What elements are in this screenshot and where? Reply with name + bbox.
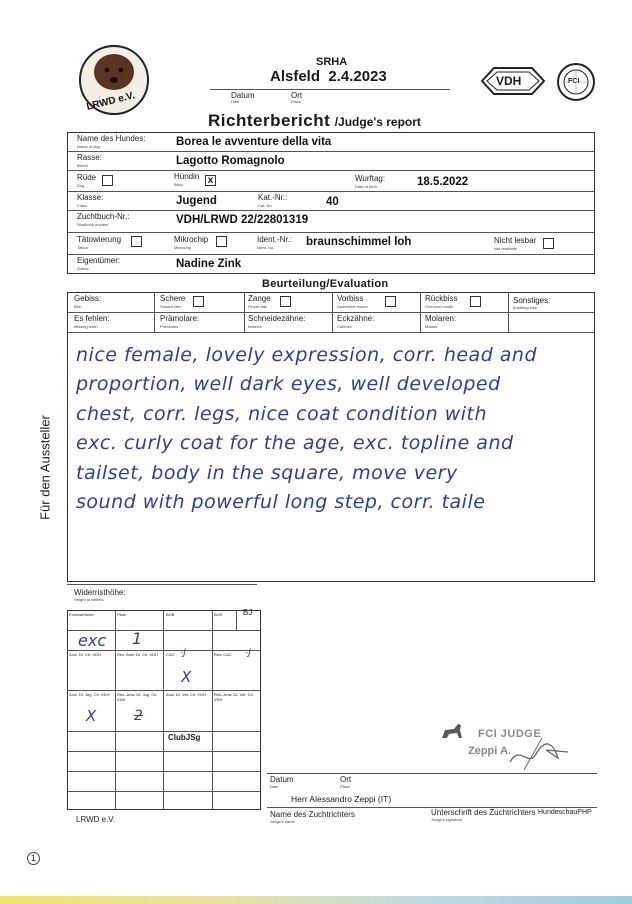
page-number: 1 [30, 853, 36, 863]
female-sub: Bitch [174, 182, 183, 187]
bos-header: BOS [214, 612, 223, 617]
bite-label: Gebiss: [74, 294, 102, 303]
grade-header: Formwertnote [69, 612, 94, 617]
evaluation-text-line: nice female, lovely expression, corr. head and [76, 344, 538, 366]
overshot-sub: Undershot mouth [337, 304, 368, 309]
judge-stamp-line2: Zeppi A. [468, 745, 511, 757]
datum-sub: Date [231, 99, 240, 104]
ident-number: braunschimmel loh [306, 236, 412, 248]
female-checkbox[interactable]: x [205, 175, 216, 186]
cat-number: 40 [326, 196, 339, 208]
judge-name-label: Name des Zuchtrichters [270, 810, 355, 819]
judge-stamp-dog-icon [440, 722, 464, 740]
page-number-circle [27, 852, 40, 865]
studbook-sub: Studbook number [77, 222, 109, 227]
res-jug-header: Res.-Anw. Dt. Jug. Ch. VDH [117, 692, 158, 702]
whelp-date: 18.5.2022 [417, 176, 469, 188]
tattoo-label: Tätowierung [77, 235, 122, 244]
pincer-label: Zange [248, 294, 271, 303]
owner-sub: Owner [77, 266, 89, 271]
height-sub: Height at withers [74, 597, 104, 602]
evaluation-text-line: exc. curly coat for the age, exc. topline and [76, 432, 514, 454]
class: Jugend [176, 195, 217, 207]
scissor-sub: Scissor bite [160, 304, 181, 309]
club-logo-text: LRWD e.V. [85, 90, 137, 113]
chip-sub: Microchip [174, 245, 192, 250]
premolars-label: Prämolare: [160, 314, 200, 323]
pincer-sub: Pincer bite [248, 304, 267, 309]
canines-label: Eckzähne: [337, 314, 375, 323]
cat-sub: Cat. No. [258, 203, 273, 208]
res-jug-mark: 2 [134, 708, 143, 724]
anw-jug-header: Anw. Dt. Jug. Ch. VDH [69, 692, 110, 697]
studbook-label: Zuchtbuch-Nr.: [77, 212, 130, 221]
show-location-date: Alsfeld 2.4.2023 [270, 68, 387, 85]
res-cac-header: Res. CAC [214, 652, 232, 657]
evaluation-text-line: proportion, well dark eyes, well developed [76, 373, 501, 395]
ort-sub: Place [291, 99, 302, 104]
other-sub: Anything else [513, 305, 538, 310]
place-header: Platz [117, 612, 126, 617]
other-label: Sonstiges: [513, 296, 551, 305]
anw-dt-header: Anw. Dt. Ch. VDH [69, 652, 101, 657]
overshot-checkbox[interactable] [385, 296, 396, 307]
undershot-label: Rückbiss [425, 294, 458, 303]
dog-name-sub: Name of dog [77, 144, 100, 149]
undershot-checkbox[interactable] [470, 296, 481, 307]
res-anw-header: Res. Anw. Dt. Ch. VDH [117, 652, 158, 657]
sig-sub: Judge's signature [431, 817, 463, 822]
org-name: SRHA [316, 56, 348, 68]
judge-name-sub: Judge's name [270, 819, 295, 824]
dog-name-label: Name des Hundes: [77, 134, 146, 143]
molars-sub: Molars [425, 324, 438, 329]
res-cac-mark: -J [245, 648, 251, 658]
judge-stamp-line1: FCI JUDGE [478, 728, 542, 740]
whelp-sub: Date of birth [355, 184, 377, 189]
whelp-label: Wurftag: [355, 174, 386, 183]
evaluation-text-line: chest, corr. legs, nice coat condition with [76, 403, 488, 425]
tattoo-checkbox[interactable] [131, 236, 142, 247]
incisors-label: Schneidezähne: [248, 314, 306, 323]
bj-header: BJ [243, 608, 253, 617]
report-title-en: /Judge's report [334, 115, 421, 129]
evaluation-text-line: sound with powerful long step, corr. taile [76, 491, 486, 513]
breed-sub: Breed [77, 163, 88, 168]
chip-label: Mikrochip [174, 235, 209, 244]
datum-label: Datum [231, 91, 255, 100]
cac-mark: -J [180, 648, 186, 658]
height-label: Widerristhöhe: [74, 588, 126, 597]
cac-header: CAC [166, 652, 175, 657]
missing-sub: Missing teeth [74, 324, 98, 329]
class-label: Klasse: [77, 193, 104, 202]
bob-header: BOB [166, 612, 175, 617]
sig-datum-sub: Date [270, 784, 279, 789]
undershot-sub: Overshot mouth [425, 304, 454, 309]
tattoo-sub: Tattoo [77, 245, 88, 250]
pincer-checkbox[interactable] [280, 296, 291, 307]
dog-name: Borea le avventure della vita [176, 136, 332, 148]
female-label: Hündin [174, 172, 200, 181]
grade-value: exc [78, 631, 107, 650]
molars-label: Molaren: [425, 314, 457, 323]
missing-label: Es fehlen: [74, 314, 110, 323]
chip-checkbox[interactable] [216, 236, 227, 247]
judge-name: Herr Alessandro Zeppi (IT) [291, 794, 392, 804]
scissor-label: Schere [160, 294, 186, 303]
vdh-logo-text: VDH [496, 74, 522, 88]
bite-sub: Bite [74, 304, 81, 309]
premolars-sub: Premolars [160, 324, 179, 329]
male-sub: Dog [77, 183, 85, 188]
club-footer: LRWD e.V. [76, 815, 116, 824]
bottom-stripe [0, 896, 632, 904]
breed-label: Rasse: [77, 153, 102, 162]
place-value: 1 [132, 629, 143, 648]
unreadable-checkbox[interactable] [543, 238, 554, 249]
ident-label: Ident.-Nr.: [257, 235, 293, 244]
owner-label: Eigentümer: [77, 256, 121, 265]
male-label: Rüde [77, 173, 97, 182]
overshot-label: Vorbiss [337, 294, 364, 303]
judge-signature [506, 732, 574, 772]
scissor-checkbox[interactable] [193, 296, 204, 307]
sig-ort-label: Ort [340, 775, 352, 784]
club-title: ClubJSg [168, 733, 201, 742]
class-sub: Class [77, 203, 88, 208]
incisors-sub: Incisors [248, 324, 262, 329]
unreadable-label: Nicht lesbar [494, 236, 537, 245]
fci-logo-text: FCI [568, 78, 580, 85]
sig-datum-label: Datum [270, 775, 294, 784]
cat-label: Kat.-Nr.: [258, 193, 288, 202]
report-title-de: Richterbericht [208, 111, 331, 130]
ort-label: Ort [291, 91, 303, 100]
ident-sub: Ident. No. [257, 245, 275, 250]
anw-vet-header: Anw. Dt. Vet. Ch. VDH [166, 692, 206, 697]
studbook-number: VDH/LRWD 22/22801319 [176, 214, 309, 226]
evaluation-text-line: tailset, body in the square, move very [76, 462, 458, 484]
cac-x-mark: X [181, 668, 192, 686]
sig-ort-sub: Place [340, 784, 351, 789]
sig-label: Unterschrift des Zuchtrichters [431, 808, 536, 817]
evaluation-title: Beurteilung/Evaluation [262, 278, 389, 290]
breed: Lagotto Romagnolo [176, 155, 285, 167]
male-checkbox[interactable] [102, 175, 113, 186]
unreadable-sub: Not readable [494, 246, 517, 251]
jug-x-mark: X [86, 707, 97, 725]
res-vet-header: Res.-Anw. Dt. Vet. Ch. VDH [214, 692, 254, 702]
owner-name: Nadine Zink [176, 258, 242, 270]
side-label: Für den Aussteller [37, 415, 53, 520]
report-title [208, 111, 421, 131]
canines-sub: Canines [337, 324, 352, 329]
software-label: HundeschauPHP [538, 809, 592, 816]
